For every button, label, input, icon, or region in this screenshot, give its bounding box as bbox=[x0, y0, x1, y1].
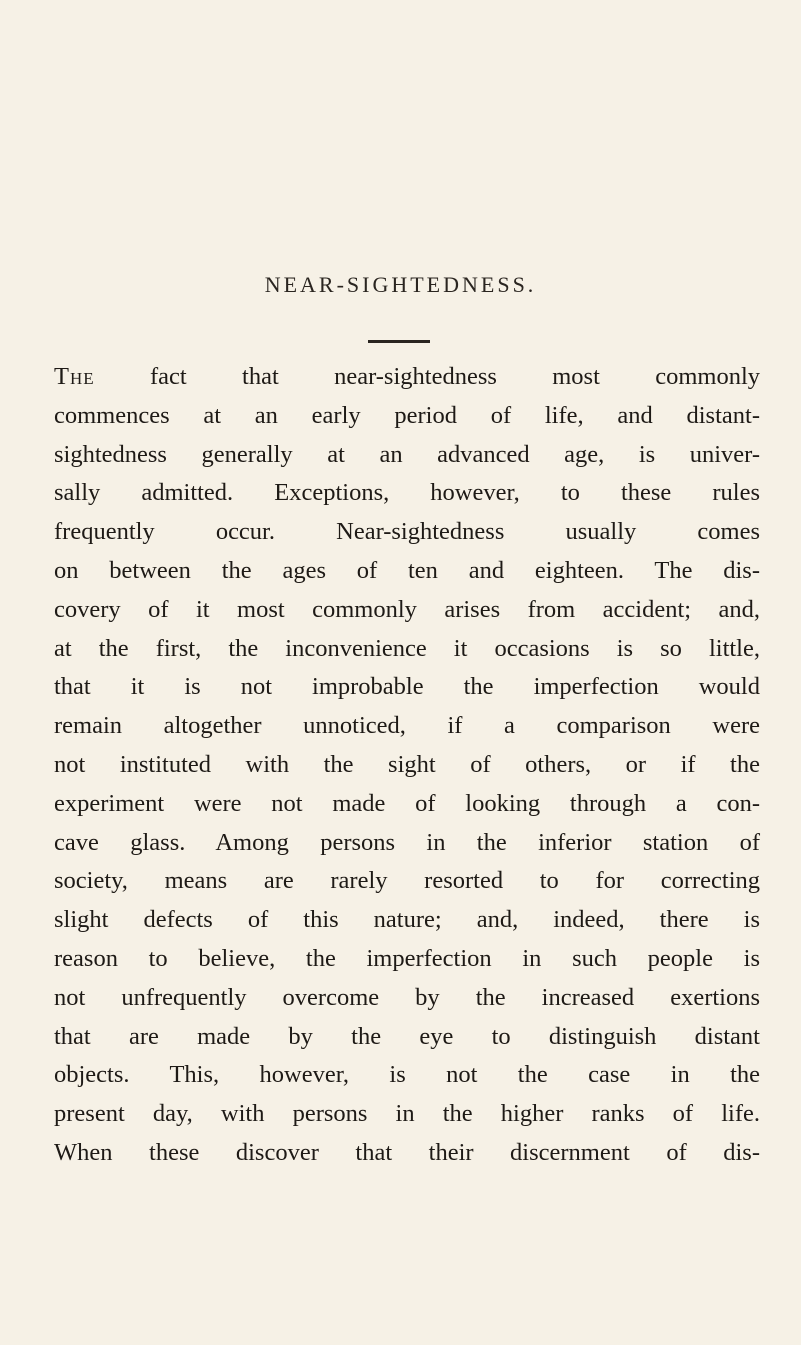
text-line-8: at the first, the inconvenience it occasions is so little, bbox=[54, 634, 760, 662]
text-line-16: reason to believe, the imperfection in such people is bbox=[54, 944, 760, 972]
title-rule bbox=[368, 340, 430, 343]
text-line-10: remain altogether unnoticed, if a comparison were bbox=[54, 712, 760, 740]
text-line-18: that are made by the eye to distinguish distant bbox=[54, 1022, 760, 1050]
text-line-13: cave glass. Among persons in the inferior station of bbox=[54, 828, 760, 856]
text-line-21: When these discover that their discernment of dis- bbox=[54, 1138, 760, 1166]
text-line-2: commences at an early period of life, and distant- bbox=[54, 401, 760, 429]
text-line-11: not instituted with the sight of others, or if the bbox=[54, 750, 760, 778]
text-line-14: society, means are rarely resorted to for correcting bbox=[54, 867, 760, 895]
text-line-20: present day, with persons in the higher ranks of life. bbox=[54, 1100, 760, 1128]
text-line-1: The fact that near-sightedness most commonly bbox=[54, 363, 760, 390]
drop-word: The bbox=[54, 363, 95, 390]
text-line-12: experiment were not made of looking through a con- bbox=[54, 789, 760, 817]
body-paragraph bbox=[54, 358, 760, 1173]
chapter-title: NEAR-SIGHTEDNESS. bbox=[264, 272, 537, 297]
text-line-19: objects. This, however, is not the case in the bbox=[54, 1061, 760, 1089]
text-line-9: that it is not improbable the imperfection would bbox=[54, 673, 760, 701]
text-line-4: sally admitted. Exceptions, however, to these rules bbox=[54, 479, 760, 507]
text-line-15: slight defects of this nature; and, indeed, there is bbox=[54, 906, 760, 934]
text-line-6: on between the ages of ten and eighteen. The dis- bbox=[54, 556, 760, 584]
text-line-17: not unfrequently overcome by the increased exertions bbox=[54, 983, 760, 1011]
text-line-7: covery of it most commonly arises from accident; and, bbox=[54, 595, 760, 623]
text-line-3: sightedness generally at an advanced age, is univer- bbox=[54, 440, 760, 468]
text-line-5: frequently occur. Near-sightedness usually comes bbox=[54, 518, 760, 546]
